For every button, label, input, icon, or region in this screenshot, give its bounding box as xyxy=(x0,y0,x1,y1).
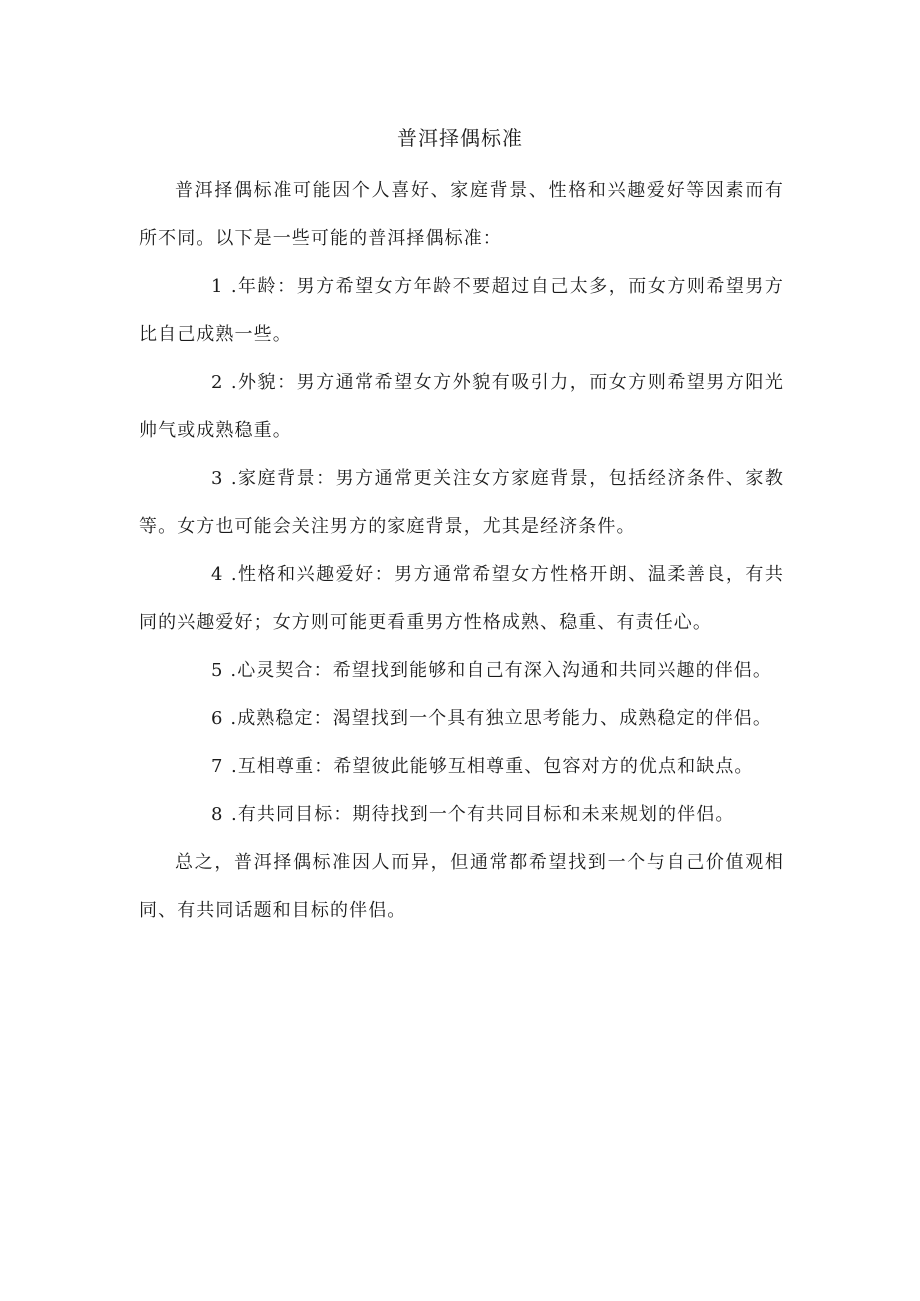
intro-paragraph: 普洱择偶标准可能因个人喜好、家庭背景、性格和兴趣爱好等因素而有所不同。以下是一些可能的普洱择偶标准： xyxy=(139,180,784,249)
list-item xyxy=(139,695,784,743)
list-item-text: .成熟稳定：渴望找到一个具有独立思考能力、成熟稳定的伴侣。 xyxy=(230,708,773,729)
list-item xyxy=(139,647,784,695)
list-item-number: 5 xyxy=(211,660,224,681)
list-item-text: .心灵契合：希望找到能够和自己有深入沟通和共同兴趣的伴侣。 xyxy=(230,660,773,681)
list-item xyxy=(139,743,784,791)
document-body xyxy=(139,167,784,935)
list-item-number: 1 xyxy=(211,276,224,297)
list-item-text: .家庭背景：男方通常更关注女方家庭背景，包括经济条件、家教等。女方也可能会关注男方的家庭背景，尤其是经济条件。 xyxy=(139,468,785,537)
list-item-number: 2 xyxy=(211,372,224,393)
list-item xyxy=(139,263,784,359)
list-item-number: 4 xyxy=(211,564,224,585)
list-item xyxy=(139,455,784,551)
list-item-number: 3 xyxy=(211,468,224,489)
list-item-number: 7 xyxy=(211,756,224,777)
list-item-number: 8 xyxy=(211,804,224,825)
list-item xyxy=(139,791,784,839)
list-item-text: .年龄：男方希望女方年龄不要超过自己太多，而女方则希望男方比自己成熟一些。 xyxy=(139,276,785,345)
list-item-text: .有共同目标：期待找到一个有共同目标和未来规划的伴侣。 xyxy=(231,804,735,825)
list-item-text: .性格和兴趣爱好：男方通常希望女方性格开朗、温柔善良，有共同的兴趣爱好；女方则可能更看重男方性格成熟、稳重、有责任心。 xyxy=(139,564,785,633)
list-item-text: .互相尊重：希望彼此能够互相尊重、包容对方的优点和缺点。 xyxy=(231,756,754,777)
list-item xyxy=(139,359,784,455)
list-item xyxy=(139,551,784,647)
document-title: 普洱择偶标准 xyxy=(397,126,523,150)
conclusion-paragraph: 总之，普洱择偶标准因人而异，但通常都希望找到一个与自己价值观相同、有共同话题和目标的伴侣。 xyxy=(139,852,784,921)
list-item-number: 6 xyxy=(211,708,224,729)
list-item-text: .外貌：男方通常希望女方外貌有吸引力，而女方则希望男方阳光帅气或成熟稳重。 xyxy=(139,372,785,441)
